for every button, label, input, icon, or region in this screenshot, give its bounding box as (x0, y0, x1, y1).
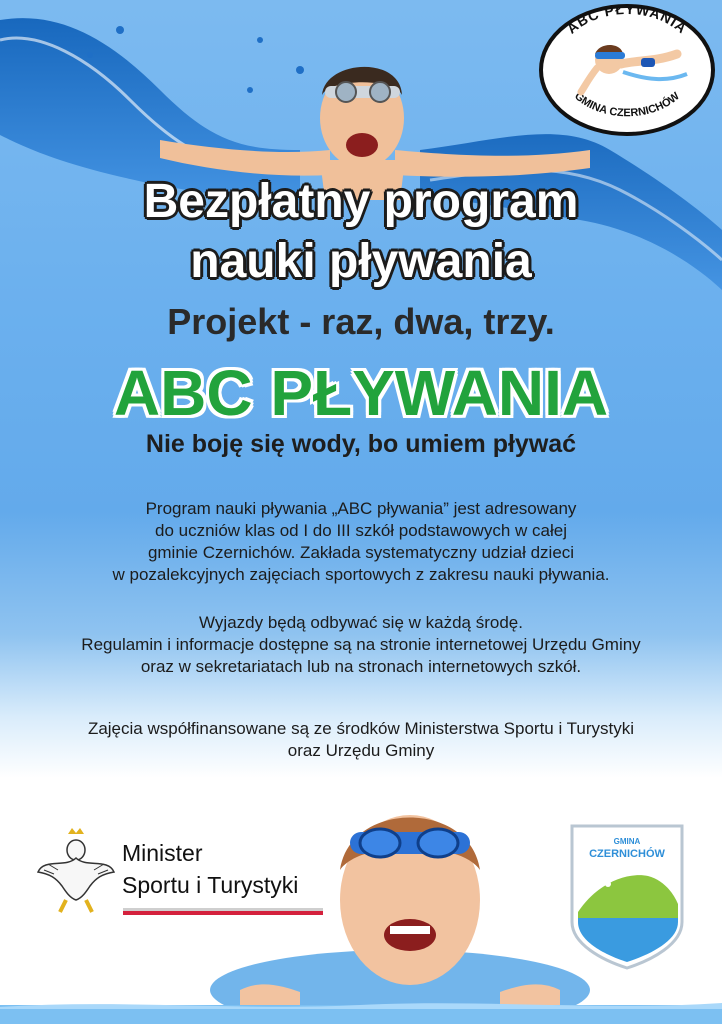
description-line: w pozalekcyjnych zajęciach sportowych z zakresu nauki pływania. (112, 565, 610, 584)
water-strip (0, 995, 722, 1024)
description-line: Program nauki pływania „ABC pływania” jest adresowany (145, 499, 577, 518)
polish-eagle-icon (36, 828, 116, 916)
schedule-line: Wyjazdy będą odbywać się w każdą środę. (199, 613, 523, 632)
child-in-pool-image (200, 780, 590, 1020)
ministry-line-2: Sportu i Turystyki (122, 872, 299, 898)
funding-line: oraz Urzędu Gminy (287, 741, 435, 760)
program-title: ABC PŁYWANIA (113, 357, 609, 429)
crest-line-1: GMINA (613, 837, 641, 846)
headline-line-1: Bezpłatny program (143, 175, 579, 228)
schedule-line: Regulamin i informacje dostępne są na stronie internetowej Urzędu Gminy (81, 635, 641, 654)
crest-line-2: CZERNICHÓW (589, 848, 665, 860)
schedule-paragraph (0, 612, 722, 678)
abc-logo-top-text: ABC PŁYWANIA (563, 2, 691, 37)
slogan: Nie boję się wody, bo umiem pływać (145, 430, 577, 458)
abc-plywania-logo (537, 2, 717, 138)
schedule-line: oraz w sekretariatach lub na stronach internetowych szkół. (140, 657, 582, 676)
gmina-crest-icon (568, 822, 686, 972)
description-line: gminie Czernichów. Zakłada systematyczny udział dzieci (147, 543, 575, 562)
headline-line-2: nauki pływania (190, 235, 532, 288)
description-paragraph (0, 498, 722, 586)
description-line: do uczniów klas od I do III szkół podstawowych w całej (155, 521, 567, 540)
funding-paragraph (0, 718, 722, 762)
ministry-line-1: Minister (122, 840, 203, 866)
project-subtitle: Projekt - raz, dwa, trzy. (167, 301, 555, 342)
abc-logo-bottom-text: GMINA CZERNICHÓW (572, 90, 682, 120)
funding-line: Zajęcia współfinansowane są ze środków Ministerstwa Sportu i Turystyki (87, 719, 635, 738)
